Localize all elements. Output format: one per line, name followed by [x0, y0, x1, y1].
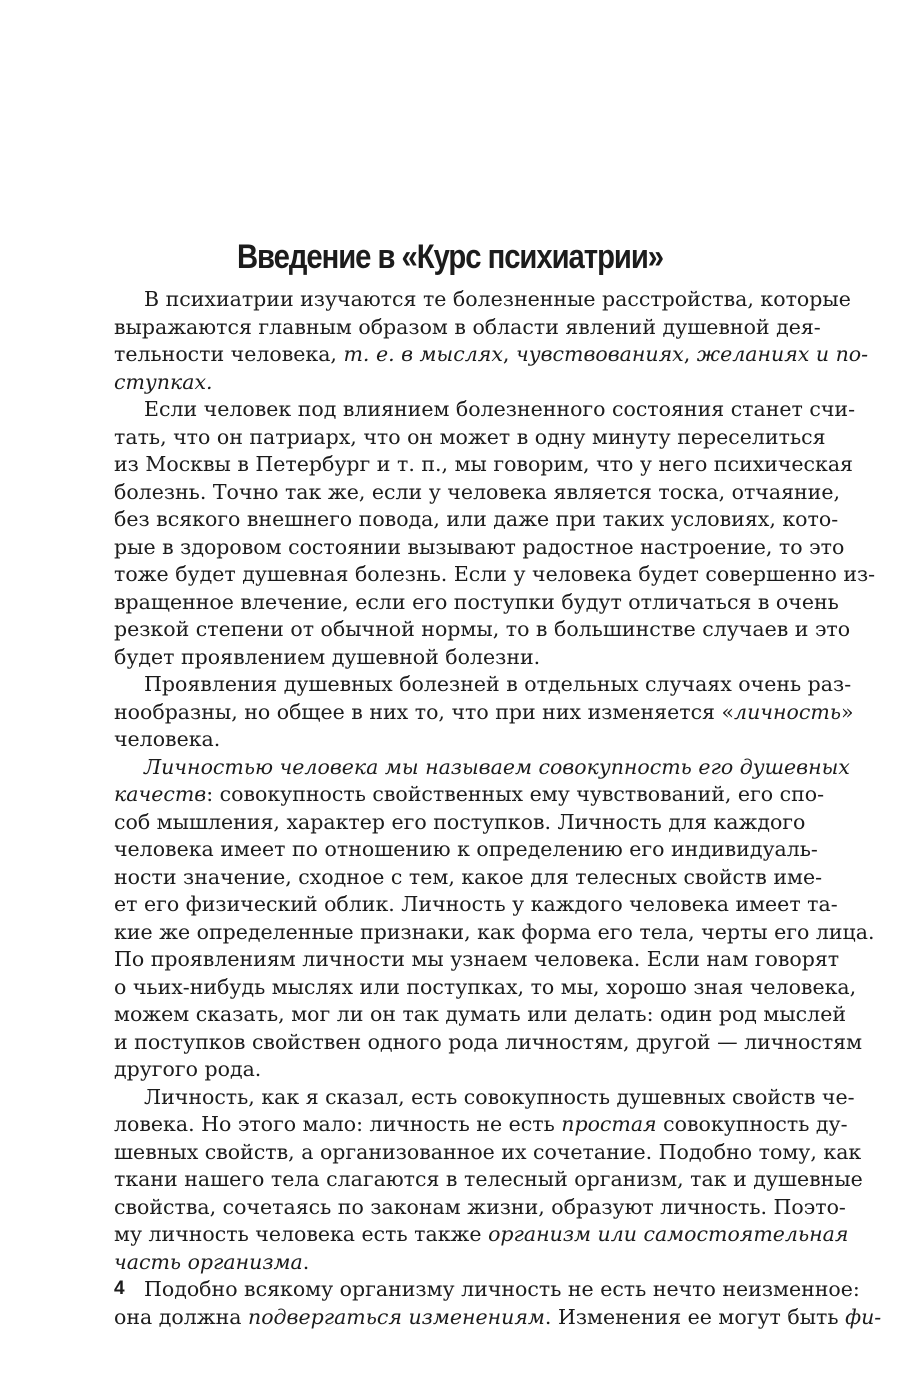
text-line [114, 424, 826, 452]
text-line [114, 561, 876, 589]
text-segment: Проявления душевных болезней в отдельных случаях очень раз- [144, 672, 852, 696]
text-segment: будет проявлением душевной болезни. [114, 644, 541, 669]
text-segment: По проявлениям личности мы узнаем человека. Если нам говорят [114, 947, 840, 971]
text-segment: ловека. Но этого мало: личность не есть [114, 1112, 562, 1136]
text-segment: му личность человека есть также [114, 1222, 489, 1246]
text-line [114, 1304, 882, 1332]
text-segment: она должна [114, 1304, 248, 1329]
text-segment: нообразны, но общее в них то, что при них изменяется « [114, 699, 735, 724]
text-segment: Подобно всякому организму личность не есть нечто неизменное: [144, 1277, 860, 1301]
text-segment: Если человек под влиянием болезненного состояния станет счи- [144, 397, 856, 421]
text-line [114, 314, 821, 342]
text-segment: о чьих-нибудь мыслях или поступках, то мы, хорошо зная человека, [114, 974, 857, 999]
text-line [114, 1276, 860, 1304]
text-segment: человека. [114, 727, 221, 751]
italic-text: организм или самостоятельная [488, 1222, 849, 1246]
text-line [114, 754, 850, 782]
italic-text: Личностью человека мы называем совокупность его душевных [144, 754, 850, 779]
text-segment: ет его физический облик. Личность у каждого человека имеет та- [114, 892, 838, 916]
text-segment: рые в здоровом состоянии вызывают радостное настроение, то это [114, 534, 845, 559]
text-line [114, 1029, 863, 1057]
text-line [114, 919, 875, 947]
italic-text: качеств [114, 782, 207, 806]
text-segment: кие же определенные признаки, как форма его тела, черты его лица. [114, 919, 875, 944]
italic-text: чувствованиях [515, 342, 684, 366]
body-text [114, 286, 882, 1331]
text-segment: другого рода. [114, 1057, 262, 1081]
text-segment: » [840, 699, 854, 724]
text-line [114, 946, 840, 974]
text-line [114, 396, 856, 424]
text-line [114, 1139, 862, 1167]
text-line [114, 1249, 786, 1277]
text-line [114, 479, 840, 507]
text-line [114, 616, 851, 644]
text-segment: , [683, 342, 697, 366]
text-line [114, 671, 852, 699]
text-segment: соб мышления, характер его поступков. Личность для каждого [114, 809, 806, 834]
text-segment: . [302, 1249, 310, 1274]
text-line [114, 726, 786, 754]
italic-text: простая [561, 1112, 657, 1136]
text-segment: тать, что он патриарх, что он может в одну минуту переселиться [114, 424, 826, 449]
text-segment: ности значение, сходное с тем, какое для телесных свойств име- [114, 864, 823, 889]
page-number: 4 [114, 1278, 125, 1299]
text-line [114, 1221, 849, 1249]
text-segment: можем сказать, мог ли он так думать или делать: один род мыслей [114, 1002, 846, 1026]
text-segment: В психиатрии изучаются те болезненные расстройства, которые [144, 287, 851, 311]
text-line [114, 644, 786, 672]
text-segment: вращенное влечение, если его поступки будут отличаться в очень [114, 589, 839, 614]
text-segment: без всякого внешнего повода, или даже при таких условиях, кото- [114, 507, 839, 531]
text-line [114, 1194, 846, 1222]
text-segment: : совокупность свойственных ему чувствований, его спо- [206, 782, 825, 806]
italic-text: фи- [845, 1304, 882, 1329]
text-line [114, 781, 825, 809]
chapter-title: Введение в «Курс психиатрии» [236, 238, 664, 276]
text-line [114, 1056, 786, 1084]
text-line [114, 1166, 863, 1194]
text-segment: из Москвы в Петербург и т. п., мы говорим, что у него психическая [114, 452, 853, 476]
italic-text: т. е. в мыслях [343, 342, 503, 366]
text-line [114, 1084, 855, 1112]
text-segment: и поступков свойствен одного рода личностям, другой — личностям [114, 1029, 863, 1054]
text-line [114, 699, 854, 727]
italic-text: подвергаться изменениям [248, 1304, 545, 1329]
italic-text: желаниях и по- [696, 342, 869, 366]
text-line [114, 451, 853, 479]
text-line [114, 534, 845, 562]
italic-text: личность [734, 699, 841, 724]
text-segment: болезнь. Точно так же, если у человека является тоска, отчаяние, [114, 479, 840, 504]
text-line [114, 864, 823, 892]
italic-text: ступках. [114, 369, 213, 394]
text-segment: резкой степени от обычной нормы, то в большинстве случаев и это [114, 617, 851, 641]
text-line [114, 1001, 846, 1029]
text-line [114, 286, 851, 314]
text-segment: свойства, сочетаясь по законам жизни, образуют личность. Поэто- [114, 1194, 846, 1219]
text-line [114, 809, 806, 837]
text-line [114, 891, 838, 919]
text-segment: тельности человека, [114, 342, 344, 366]
text-segment: Личность, как я сказал, есть совокупность душевных свойств че- [144, 1084, 855, 1109]
text-segment: шевных свойств, а организованное их сочетание. Подобно тому, как [114, 1139, 862, 1164]
text-segment: человека имеет по отношению к определению его индивидуаль- [114, 837, 818, 861]
text-line [114, 974, 857, 1002]
text-line [114, 836, 818, 864]
text-segment: выражаются главным образом в области явлений душевной дея- [114, 314, 821, 339]
text-segment: тоже будет душевная болезнь. Если у человека будет совершенно из- [114, 562, 876, 586]
text-segment: совокупность ду- [656, 1112, 848, 1136]
text-line [114, 341, 869, 369]
text-line [114, 1111, 848, 1139]
text-segment: , [502, 342, 516, 366]
italic-text: часть организма [114, 1249, 303, 1274]
text-line [114, 589, 839, 617]
text-segment: . Изменения ее могут быть [544, 1304, 846, 1329]
text-segment: ткани нашего тела слагаются в телесный организм, так и душевные [114, 1167, 863, 1191]
text-line [114, 369, 786, 397]
text-line [114, 506, 839, 534]
